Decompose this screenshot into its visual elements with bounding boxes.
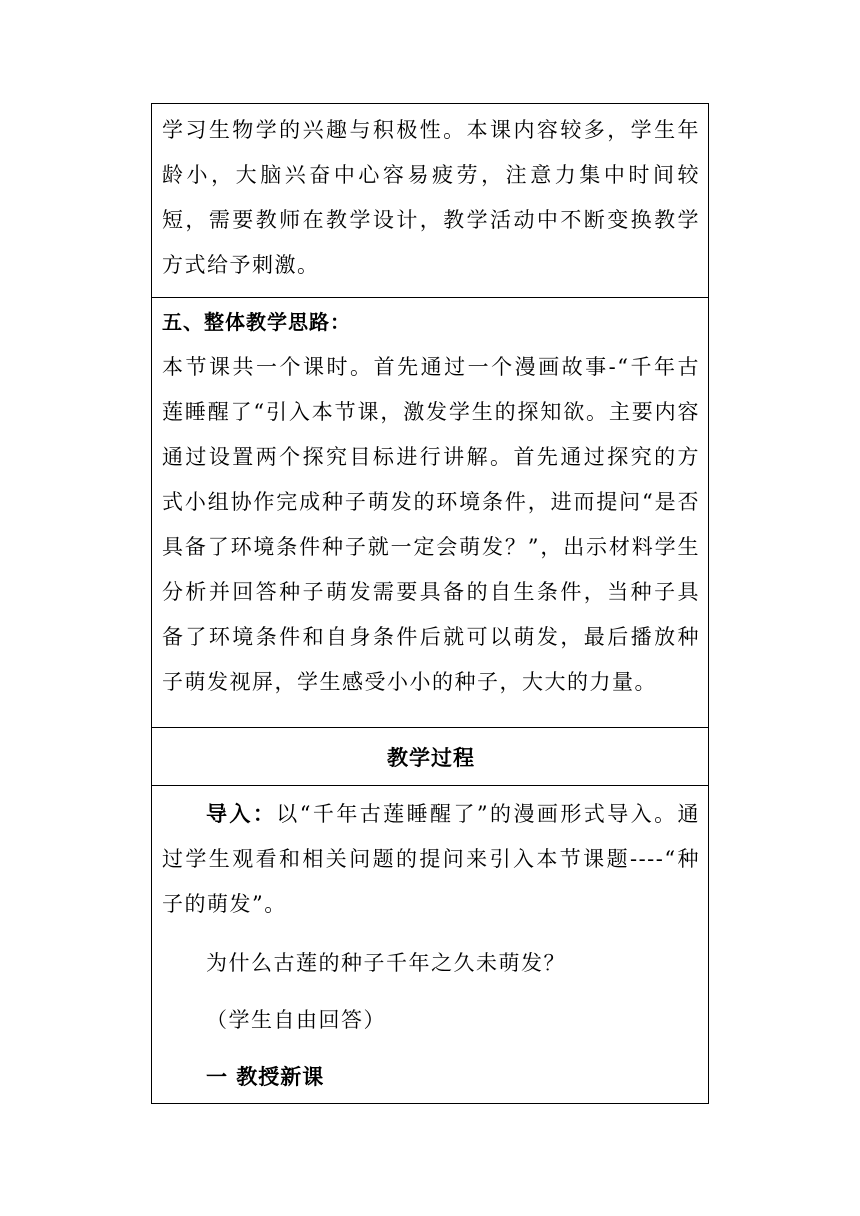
learner-analysis-text: 学习生物学的兴趣与积极性。本课内容较多，学生年龄小，大脑兴奋中心容易疲劳，注意力集中时间较短，需要教师在教学设计，教学活动中不断变换教学方式给予刺激。 bbox=[162, 118, 700, 277]
intro-paragraph bbox=[162, 792, 700, 927]
lesson-plan-table bbox=[151, 103, 709, 1104]
teaching-process-title: 教学过程 bbox=[387, 745, 475, 770]
teaching-approach-cell bbox=[152, 297, 708, 727]
teaching-process-title-cell bbox=[152, 727, 708, 785]
intro-lead: 导入： bbox=[206, 802, 277, 826]
intro-question: 为什么古莲的种子千年之久未萌发？ bbox=[206, 951, 566, 975]
learner-analysis-cell bbox=[152, 104, 708, 297]
intro-text: 以“千年古莲睡醒了”的漫画形式导入。通过学生观看和相关问题的提问来引入本节课题----“种子的萌发”。 bbox=[162, 802, 700, 916]
teaching-process-cell bbox=[152, 785, 708, 1103]
intro-answer: （学生自由回答） bbox=[206, 1008, 386, 1032]
teaching-approach-heading: 五、整体教学思路： bbox=[162, 310, 351, 334]
teaching-approach-text: 本节课共一个课时。首先通过一个漫画故事-“千年古莲睡醒了“引入本节课，激发学生的探知欲。主要内容通过设置两个探究目标进行讲解。首先通过探究的方式小组协作完成种子萌发的环境条件，进而提问“是否具备了环境条件种子就一定会萌发？”，出示材料学生分析并回答种子萌发需要具备的自生条件，当种子具备了环境条件和自身条件后就可以萌发，最后播放种子萌发视屏，学生感受小小的种子，大大的力量。 bbox=[162, 355, 700, 694]
new-lesson-subheading: 一 教授新课 bbox=[206, 1065, 325, 1089]
